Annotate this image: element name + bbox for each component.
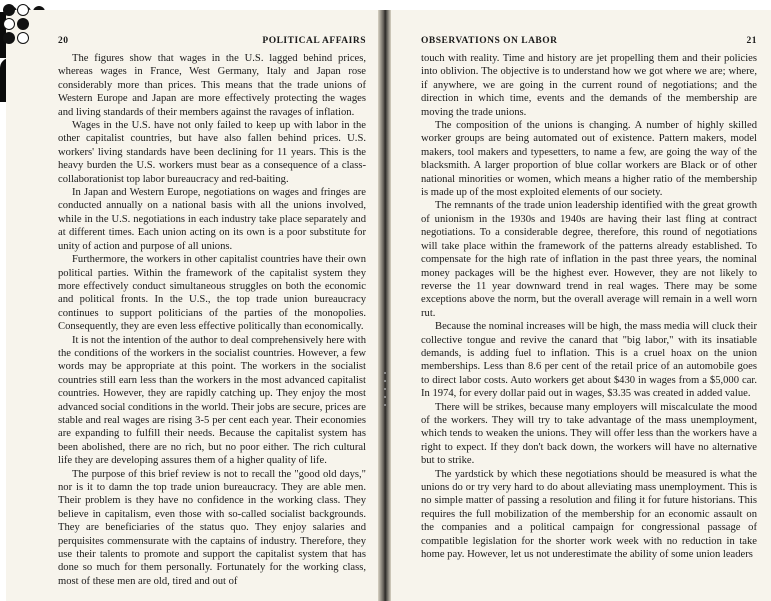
paragraph: Because the nominal increases will be high, the mass media will cluck their collective tongue and revive the canard that "big labor," with its insatiable demands, is adding fuel to inflation. This is a cruel hoax on the union memberships. Less than 8.6 per cent of the retail price of an automobile goes to direct labor costs. Auto workers get about $430 in wages from a $5,000 car. In 1974, for every dollar paid out in wages, $3.35 was created in added value. [421,321,757,400]
paragraph: Furthermore, the workers in other capitalist countries have their own political parties. Within the framework of the capitalist system they more effectively conduct simultaneous struggles on both the economic and political fronts. In the U.S., the top trade union bureaucracy continues to support politicians of the parties of the monopolies. Consequently, they are even less effective politically than economically. [58,254,366,333]
left-page-number: 20 [58,36,69,46]
left-page [6,10,378,601]
paragraph: touch with reality. Time and history are jet propelling them and their policies into oblivion. The objective is to understand how we got where we are; where, if anywhere, we are going in the current round of negotiations; and the direction in which time, events and the demands of the membership are moving the trade unions. [421,53,757,118]
book-gutter [378,10,391,601]
paragraph: The composition of the unions is changing. A number of highly skilled worker groups are being automated out of existence. Pattern makers, model makers, tool makers and typesetters, to name a few, are going the way of the blacksmith. A larger proportion of blue collar workers are Black or of other national minorities or women, which means a higher ratio of the membership is made up of the most exploited elements of our society. [421,120,757,199]
paragraph: The figures show that wages in the U.S. lagged behind prices, whereas wages in France, West Germany, Italy and Japan rose considerably more than prices. This means that the trade unions of Western Europe and Japan are more effectively protecting the wages and living standards of their members against the ravages of inflation. [58,53,366,118]
left-page-body [58,48,366,588]
paragraph: There will be strikes, because many employers will miscalculate the mood of the workers. They will try to take advantage of the mass unemployment, which tends to weaken the unions. They will offer less than the workers have a right to expect. If they don't back down, the workers will have no alternative but to strike. [421,401,757,467]
right-page-header [421,36,757,46]
paragraph: The remnants of the trade union leadership identified with the great growth of unionism in the 1930s and 1940s are having their last fling at contract negotiations. To a considerable degree, therefore, this round of negotiations will take place within the framework of the patterns already established. To compensate for the high rate of inflation in the past three years, the nominal money packages will be the highest ever. However, they are not likely to reverse the 11 year downward trend in real wages. There may be some exceptions above the norm, but the overall average will remain in a well worn rut. [421,200,757,319]
right-page-body [421,48,757,561]
right-page [391,10,771,601]
paragraph: It is not the intention of the author to deal comprehensively here with the conditions of the workers in the socialist countries. However, a few words may be appropriate at this point. The workers in the socialist countries still earn less than the workers in the most advanced capitalist countries. However, they are rapidly catching up. They enjoy the most advanced social conditions in the world. Their jobs are secure, prices are stable and real wages are rising 3-5 per cent each year. Their economies are expanding to fulfill their needs. Because the capitalist system has been abolished, there are no rich, but no poor either. The rich cultural life they are developing assures them of a higher quality of life. [58,334,366,467]
left-running-head: POLITICAL AFFAIRS [262,36,366,46]
right-page-number: 21 [746,36,757,46]
paragraph: The yardstick by which these negotiations should be measured is what the unions do or try very hard to do about alleviating mass unemployment. This is no simple matter of passing a resolution and filing it for future historians. This requires the full mobilization of the membership for an economic assault on the companies and a political campaign for congressional passage of compatible legislation for the shorter work week with no reduction in take home pay. However, let us not underestimate the ability of some union leaders [421,468,757,561]
right-running-head: OBSERVATIONS ON LABOR [421,36,558,46]
paragraph: Wages in the U.S. have not only failed to keep up with labor in the other capitalist countries, but have also fallen behind prices. U.S. workers' living standards have been declining for 11 years. This is the heavy burden the U.S. workers must bear as a consequence of a class-collaborationist top labor bureaucracy and red-baiting. [58,120,366,185]
binding-stitches [384,372,386,412]
left-page-header [58,36,366,46]
paragraph: The purpose of this brief review is not to recall the "good old days," nor is it to damn the top trade union bureaucracy. They are able men. Their problem is they have no confidence in the working class. They believe in capitalism, even those with so-called socialist backgrounds. They are beneficiaries of the status quo. They enjoy salaries and perquisites commensurate with the captains of industry. Therefore, they use their talents to promote and support the capitalist system that has done so much for them personally. Fortunately for the working class, most of these men are old, tired and out of [58,468,366,587]
paragraph: In Japan and Western Europe, negotiations on wages and fringes are conducted annually on a national basis with all the unions involved, while in the U.S. negotiations in each industry take place separately and at different times. Each union acting on its own is a poor substitute for unity of action and purpose of all unions. [58,187,366,252]
